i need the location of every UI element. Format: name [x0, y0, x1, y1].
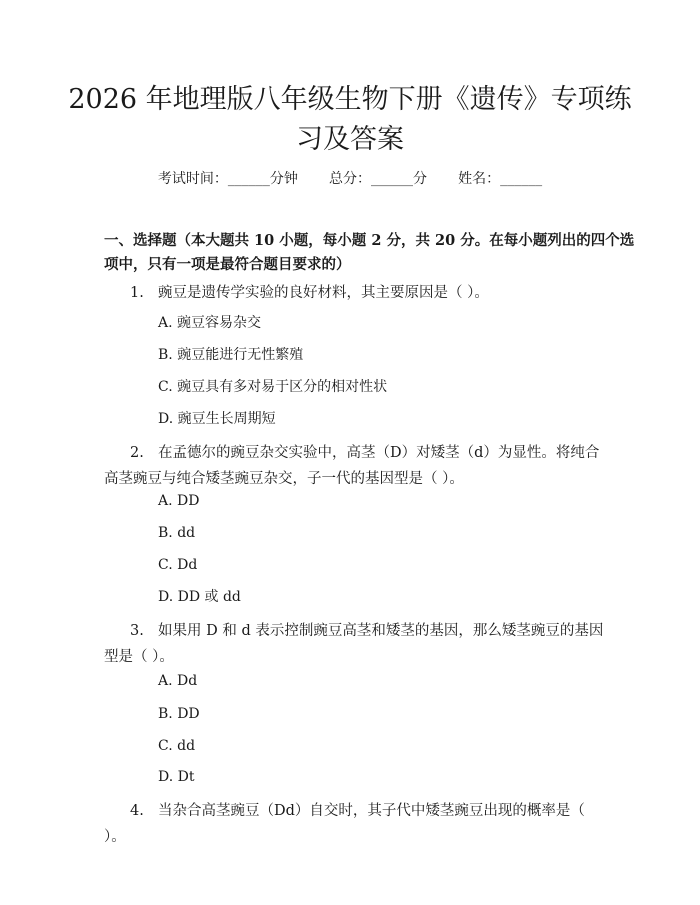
question-number: 2. [130, 445, 144, 461]
option-b: B. DD [158, 706, 200, 722]
option-c: C. dd [158, 738, 196, 754]
option-d: D. Dt [158, 769, 195, 785]
exam-meta-line [0, 168, 700, 188]
exam-time-label: 考试时间：______分钟 [157, 171, 298, 187]
question-2 [104, 440, 608, 492]
question-text: 在孟德尔的豌豆杂交实验中，高茎（D）对矮茎（d）为显性。将纯合高茎豌豆与纯合矮茎豌豆杂交，子一代的基因型是（ ）。 [104, 445, 600, 487]
question-1 [104, 280, 608, 306]
option-b: B. dd [158, 525, 196, 541]
question-text: 如果用 D 和 d 表示控制豌豆高茎和矮茎的基因，那么矮茎豌豆的基因型是（ ）。 [104, 623, 604, 665]
option-a: A. DD [158, 493, 200, 509]
option-b: B. 豌豆能进行无性繁殖 [158, 347, 304, 363]
option-c: C. 豌豆具有多对易于区分的相对性状 [158, 379, 388, 395]
question-number: 3. [130, 623, 144, 639]
section-heading: 一、选择题（本大题共 10 小题，每小题 2 分，共 20 分。在每小题列出的四个选项中，只有一项是最符合题目要求的） [104, 232, 635, 273]
question-4 [104, 798, 608, 850]
option-a: A. 豌豆容易杂交 [158, 315, 262, 331]
option-c: C. Dd [158, 557, 198, 573]
document-title: 2026 年地理版八年级生物下册《遗传》专项练习及答案 [68, 84, 632, 155]
question-number: 1. [130, 285, 144, 301]
option-d: D. DD 或 dd [158, 589, 241, 605]
option-a: A. Dd [158, 673, 198, 689]
question-3 [104, 618, 608, 670]
question-text: 豌豆是遗传学实验的良好材料，其主要原因是（ ）。 [158, 285, 489, 301]
total-score-label: 总分：______分 [329, 171, 427, 187]
question-text: 当杂合高茎豌豆（Dd）自交时，其子代中矮茎豌豆出现的概率是（ ）。 [104, 803, 585, 845]
option-d: D. 豌豆生长周期短 [158, 411, 276, 427]
question-number: 4. [130, 803, 144, 819]
student-name-label: 姓名：______ [458, 171, 543, 187]
